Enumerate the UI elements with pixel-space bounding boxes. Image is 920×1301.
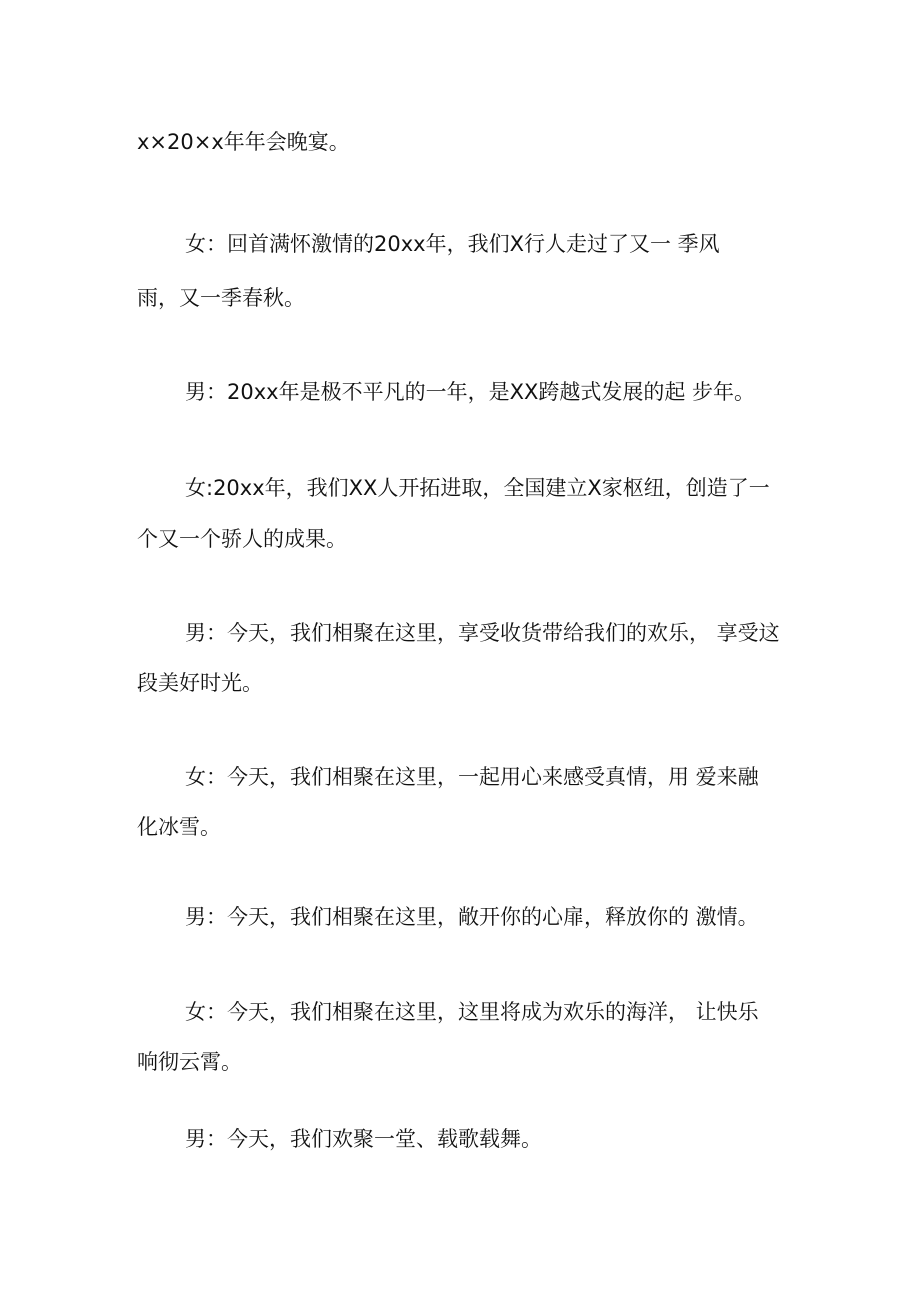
paragraph-7-line-2: 响彻云霄。 — [137, 1050, 242, 1074]
paragraph-4-line-1: 男：今天，我们相聚在这里，享受收货带给我们的欢乐， 享受这 — [185, 621, 780, 645]
paragraph-3-line-2: 个又一个骄人的成果。 — [137, 527, 347, 551]
intro-line: x×20×x年年会晚宴。 — [137, 130, 350, 154]
paragraph-1-line-1: 女：回首满怀激情的20xx年，我们X行人走过了又一 季风 — [185, 232, 720, 256]
paragraph-7-line-1: 女：今天，我们相聚在这里，这里将成为欢乐的海洋， 让快乐 — [185, 1000, 759, 1024]
paragraph-1-line-2: 雨，又一季春秋。 — [137, 286, 305, 310]
paragraph-3-line-1: 女:20xx年，我们XX人开拓进取，全国建立X家枢纽，创造了一 — [185, 476, 770, 500]
paragraph-8-line-1: 男：今天，我们欢聚一堂、载歌载舞。 — [185, 1127, 542, 1151]
paragraph-4-line-2: 段美好时光。 — [137, 671, 263, 695]
paragraph-5-line-1: 女：今天，我们相聚在这里，一起用心来感受真情，用 爱来融 — [185, 765, 759, 789]
paragraph-6-line-1: 男：今天，我们相聚在这里，敞开你的心扉，释放你的 激情。 — [185, 905, 759, 929]
paragraph-2-line-1: 男：20xx年是极不平凡的一年，是XX跨越式发展的起 步年。 — [185, 380, 756, 404]
paragraph-5-line-2: 化冰雪。 — [137, 815, 221, 839]
